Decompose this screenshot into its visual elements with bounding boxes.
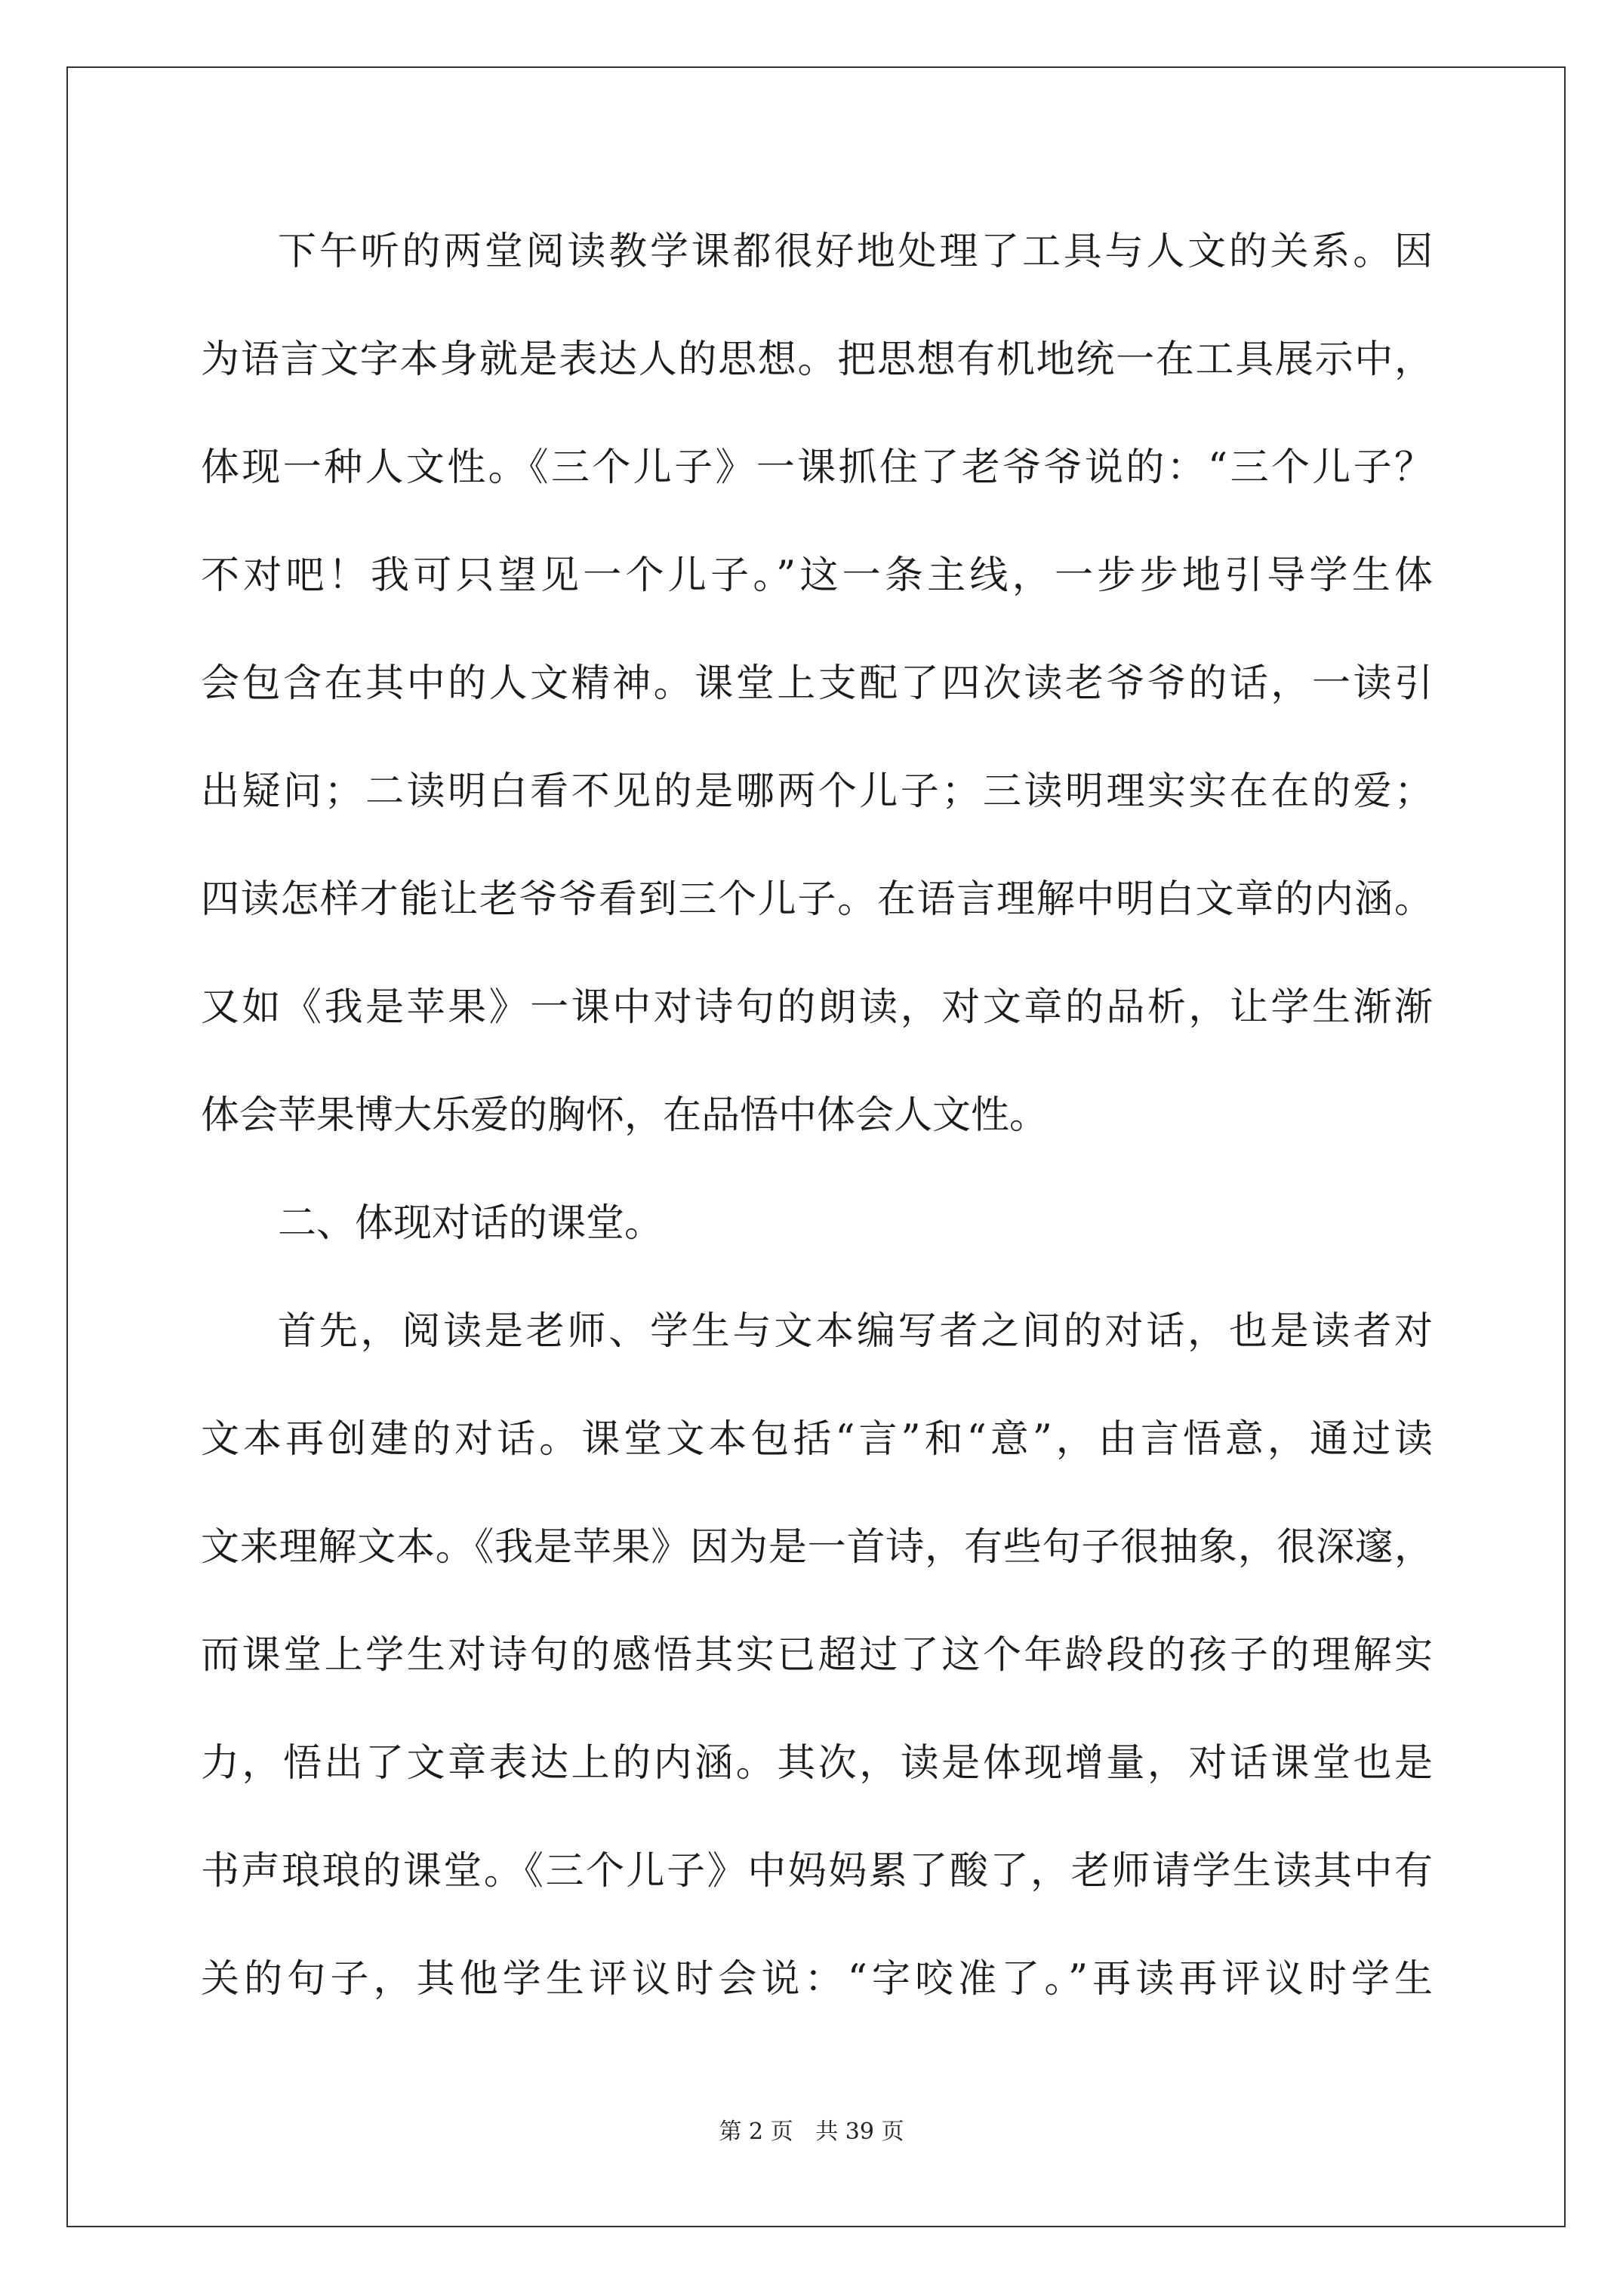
document-body bbox=[201, 213, 1433, 2048]
text-line: 会包含在其中的人文精神。课堂上支配了四次读老爷爷的话，一读引 bbox=[201, 661, 1433, 706]
text-line: 力，悟出了文章表达上的内涵。其次，读是体现增量，对话课堂也是 bbox=[201, 1741, 1433, 1786]
text-line: 关的句子，其他学生评议时会说：“字咬准了。”再读再评议时学生 bbox=[201, 1957, 1433, 2002]
text-line: 文本再创建的对话。课堂文本包括“言”和“意”，由言悟意，通过读 bbox=[201, 1417, 1433, 1462]
text-line: 而课堂上学生对诗句的感悟其实已超过了这个年龄段的孩子的理解实 bbox=[201, 1633, 1433, 1678]
text-line: 出疑问；二读明白看不见的是哪两个儿子；三读明理实实在在的爱； bbox=[201, 769, 1433, 814]
text-line: 体会苹果博大乐爱的胸怀，在品悟中体会人文性。 bbox=[201, 1093, 1049, 1138]
text-line: 下午听的两堂阅读教学课都很好地处理了工具与人文的关系。因 bbox=[278, 230, 1433, 274]
page-number: 第 2 页 bbox=[719, 2119, 793, 2145]
text-line: 首先，阅读是老师、学生与文本编写者之间的对话，也是读者对 bbox=[278, 1309, 1433, 1354]
text-line: 文来理解文本。《我是苹果》因为是一首诗，有些句子很抽象，很深邃， bbox=[201, 1525, 1433, 1570]
page-total: 共 39 页 bbox=[815, 2119, 904, 2145]
text-line: 二、体现对话的课堂。 bbox=[278, 1201, 664, 1246]
text-line: 四读怎样才能让老爷爷看到三个儿子。在语言理解中明白文章的内涵。 bbox=[201, 877, 1433, 922]
text-line: 又如《我是苹果》一课中对诗句的朗读，对文章的品析，让学生渐渐 bbox=[201, 985, 1433, 1030]
text-line: 书声琅琅的课堂。《三个儿子》中妈妈累了酸了，老师请学生读其中有 bbox=[201, 1849, 1433, 1894]
text-line: 体现一种人文性。《三个儿子》一课抓住了老爷爷说的：“三个儿子？ bbox=[201, 445, 1433, 490]
text-line: 为语言文字本身就是表达人的思想。把思想有机地统一在工具展示中， bbox=[201, 337, 1433, 382]
text-line: 不对吧！我可只望见一个儿子。”这一条主线，一步步地引导学生体 bbox=[201, 553, 1433, 598]
page-footer bbox=[0, 2113, 1623, 2146]
